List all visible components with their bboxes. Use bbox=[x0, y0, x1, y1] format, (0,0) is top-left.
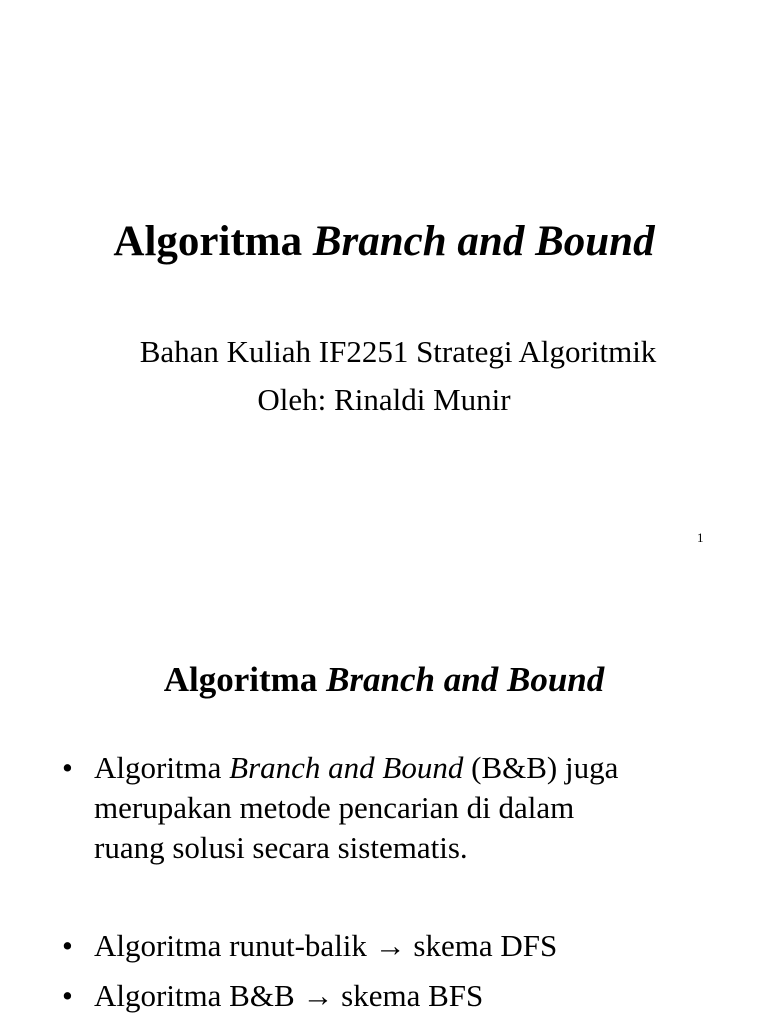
bullet-1-text-italic: Branch and Bound bbox=[229, 750, 464, 785]
bullet-item-3 bbox=[62, 976, 752, 1016]
bullet-1-line-2: merupakan metode pencarian di dalam bbox=[94, 790, 575, 825]
bullet-3-text: Algoritma B&B → skema BFS bbox=[94, 978, 484, 1013]
bullet-marker: • bbox=[62, 750, 73, 785]
bullet-item-1 bbox=[62, 748, 752, 868]
bullet-marker: • bbox=[62, 978, 73, 1013]
slide-2-title-italic: Branch and Bound bbox=[326, 660, 605, 699]
bullet-1-text-b: (B&B) juga bbox=[463, 750, 619, 785]
slide-1-page-number: 1 bbox=[697, 530, 704, 545]
bullet-1-line-1 bbox=[94, 748, 752, 788]
bullet-marker: • bbox=[62, 928, 73, 963]
slide-2-title bbox=[0, 658, 768, 702]
bullet-item-2 bbox=[62, 926, 752, 966]
slide-1-subtitle-course: Bahan Kuliah IF2251 Strategi Algoritmik bbox=[139, 334, 657, 369]
slide-2-title-plain: Algoritma bbox=[163, 660, 327, 699]
slide-1-subtitle-author: Oleh: Rinaldi Munir bbox=[257, 382, 511, 417]
slide-1-title-plain: Algoritma bbox=[113, 218, 313, 265]
bullet-1-line-3: ruang solusi secara sistematis. bbox=[94, 830, 468, 865]
bullet-2-text: Algoritma runut-balik → skema DFS bbox=[94, 928, 558, 963]
bullet-1-text-a: Algoritma bbox=[94, 750, 230, 785]
slide-1-title bbox=[0, 216, 768, 268]
slide-1-title-italic: Branch and Bound bbox=[312, 218, 655, 265]
bullet-text bbox=[94, 748, 752, 868]
slide-2 bbox=[0, 576, 768, 1024]
